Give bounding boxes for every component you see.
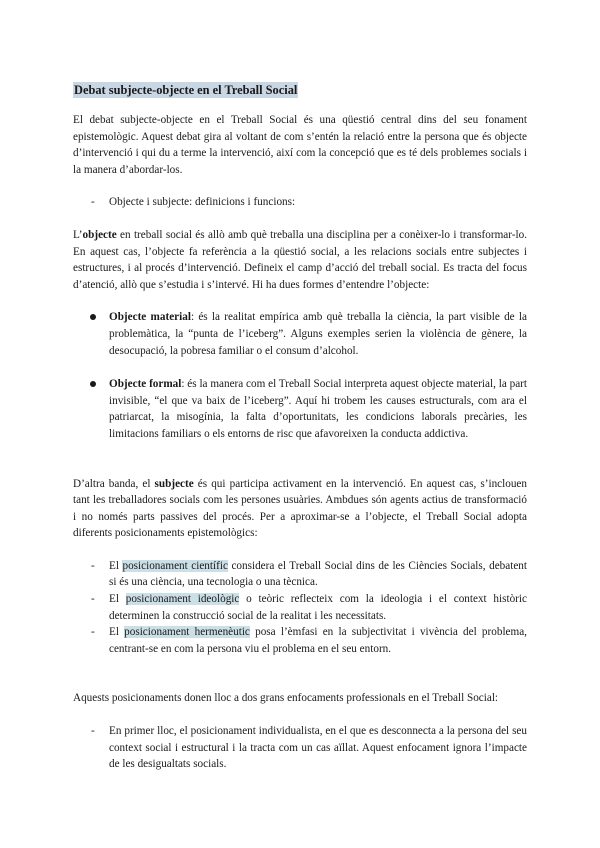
list-item (73, 376, 527, 442)
objecte-bullet-list (73, 309, 527, 442)
text-segment: en treball social és allò amb què treballa una disciplina per a conèixer-lo i transformar-lo. En aquest cas, l’objecte fa referència a la qüestió social, a les relacions socials entre subjectes i estructures, i al procés d’intervenció. Defineix el camp d’acció del treball social. Es tracta del focus d’atenció, allò que s’estudia i s’intervé. Hi ha dues formes d’entendre l’objecte: (73, 228, 527, 291)
dash-marker: - (91, 725, 95, 738)
bullet-dot-icon (90, 314, 96, 320)
text-segment: és qui participa activament en la intervenció. En aquest cas, s’inclouen tant les treballadores socials com les persones usuàries. Ambdues són agents actius de transformació i no només parts passives del procés. Per a aproximar-se a l’objecte, el Treball Social adopta diferents posicionaments epistemològics: (73, 477, 527, 540)
highlighted-term: posicionament hermenèutic (124, 626, 250, 639)
text-segment: En primer lloc, el posicionament individualista, en el que es desconnecta a la persona del seu context social i estructural i la tracta com un cas aïllat. Aquest enfocament ignora l’impacte de les desigualtats socials. (109, 725, 527, 771)
list-item (73, 558, 527, 591)
text-segment: posa l’èmfasi en la subjectivitat i vivència del problema, centrant-se en com la persona viu el problema en el seu entorn. (109, 626, 527, 655)
document-title: Debat subjecte-objecte en el Treball Social (74, 83, 298, 97)
bold-term: objecte (82, 228, 117, 241)
list-item (73, 194, 527, 211)
dash-marker: - (91, 593, 95, 606)
subtitle-list (73, 194, 527, 211)
document-page (73, 82, 527, 773)
text-segment: : és la manera com el Treball Social interpreta aquest objecte material, la part invisible, “el que va baix de l’iceberg”. Aquí hi trobem les causes estructurals, com ara el patriarcat, la misogínia, la falta d’oportunitats, les condicions laborals precàries, les limitacions familiars o els entorns de risc que afavoreixen la conducta addictiva. (109, 378, 527, 440)
bold-term: Objecte formal (109, 378, 182, 391)
bold-term: Objecte material (109, 311, 191, 324)
dash-marker: - (91, 626, 95, 639)
subjecte-paragraph (73, 476, 527, 542)
objecte-paragraph (73, 227, 527, 293)
bullet-dot-icon (90, 381, 96, 387)
text-segment: D’altra banda, el (73, 477, 155, 490)
text-segment: El (109, 559, 123, 572)
highlighted-term: posicionament científic (122, 559, 228, 572)
enfocaments-list (73, 723, 527, 773)
highlighted-term: posicionament ideològic (125, 593, 240, 606)
subtitle-item-text: Objecte i subjecte: definicions i funcions: (109, 196, 296, 209)
positions-list (73, 558, 527, 658)
text-segment: o teòric reflecteix com la ideologia i el context històric determinen la construcció social de la realitat i les necessitats. (109, 593, 527, 622)
text-segment: considera el Treball Social dins de les Ciències Socials, debatent si és una ciència, una tecnologia o una tècnica. (109, 559, 527, 589)
bold-term: subjecte (154, 477, 194, 490)
dash-marker: - (91, 196, 95, 209)
text-segment: L’ (73, 228, 83, 241)
text-segment: El (109, 593, 126, 606)
list-item (73, 723, 527, 773)
list-item (73, 624, 527, 657)
text-segment: El (109, 626, 125, 639)
enfocaments-paragraph: Aquests posicionaments donen lloc a dos grans enfocaments professionals en el Treball Social: (73, 692, 499, 705)
list-item (73, 591, 527, 624)
dash-marker: - (91, 559, 95, 572)
list-item (73, 309, 527, 359)
intro-paragraph: El debat subjecte-objecte en el Treball Social és una qüestió central dins del seu fonament epistemològic. Aquest debat gira al voltant de com s’entén la relació entre la persona que és objecte d’intervenció i qui du a terme la intervenció, així com la concepció que es té dels problemes socials i la manera d’abordar-los. (73, 114, 527, 176)
text-segment: : és la realitat empírica amb què treballa la ciència, la part visible de la problemàtica, la “punta de l’iceberg”. Alguns exemples serien la violència de gènere, la desocupació, la pobresa familiar o el consum d’alcohol. (109, 311, 527, 357)
